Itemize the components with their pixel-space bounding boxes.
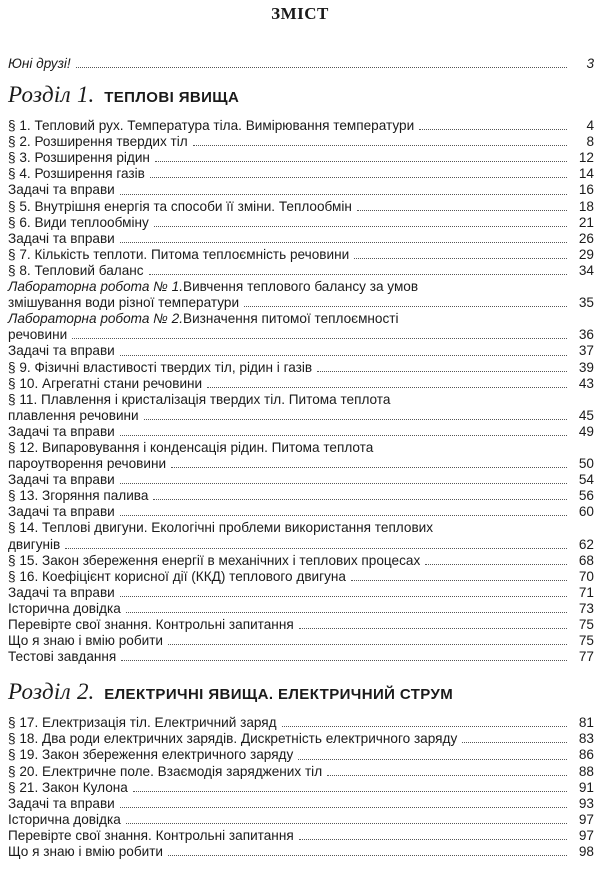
toc-entry[interactable] — [8, 376, 594, 392]
toc-entry-line — [8, 134, 594, 150]
toc-page-number: 12 — [578, 150, 594, 166]
toc-entry-text: § 4. Розширення газів — [8, 166, 145, 182]
toc-page-number: 86 — [578, 747, 594, 763]
toc-entry-line2 — [8, 295, 594, 311]
dot-leader — [282, 726, 567, 727]
toc-entry-line — [8, 601, 594, 617]
toc-entry[interactable] — [8, 150, 594, 166]
toc-entry-line — [8, 182, 594, 198]
toc-entry-text: § 17. Електризація тіл. Електричний заряд — [8, 715, 277, 731]
toc-entry-text: Що я знаю і вмію робити — [8, 844, 164, 860]
toc-entry[interactable] — [8, 360, 594, 376]
section-word: Розділ — [8, 679, 71, 705]
toc-page-number: 21 — [578, 214, 594, 230]
toc-entry[interactable] — [8, 440, 594, 472]
toc-entry-line1 — [8, 279, 594, 295]
dot-leader — [419, 129, 567, 130]
dot-leader — [120, 242, 567, 243]
dot-leader — [133, 791, 567, 792]
toc-entry[interactable] — [8, 424, 594, 440]
toc-entry[interactable] — [8, 311, 594, 343]
toc-entry-text: Що я знаю і вмію робити — [8, 633, 164, 649]
toc-entry-text: Задачі та вправи — [8, 504, 115, 520]
section-word: Розділ — [8, 82, 71, 108]
toc-entry[interactable] — [8, 182, 594, 198]
toc-page-number: 36 — [578, 327, 594, 343]
lab-label: Лабораторна робота № 1. — [8, 279, 183, 295]
toc-page-number: 3 — [586, 56, 594, 71]
toc-entry-text: § 13. Згоряння палива — [8, 488, 149, 504]
toc-page-number: 8 — [586, 134, 594, 150]
toc-entry-line — [8, 715, 594, 731]
dot-leader — [168, 855, 567, 856]
toc-entry-line — [8, 231, 594, 247]
toc-page-number: 68 — [578, 552, 594, 568]
dot-leader — [425, 564, 567, 565]
toc-entry[interactable] — [8, 343, 594, 359]
dot-leader — [126, 612, 567, 613]
section-title: ТЕПЛОВІ ЯВИЩА — [104, 89, 240, 107]
toc-entry[interactable] — [8, 504, 594, 520]
toc-entry-text: Задачі та вправи — [8, 423, 115, 439]
toc-entry-text: Історична довідка — [8, 600, 121, 616]
toc-entry-text: Вивчення теплового балансу за умов — [183, 279, 419, 295]
toc-page-number: 35 — [578, 295, 594, 311]
toc-entry[interactable] — [8, 215, 594, 231]
toc-entry-text: Задачі та вправи — [8, 182, 115, 198]
toc-page-number: 97 — [578, 811, 594, 827]
dot-leader — [298, 759, 567, 760]
toc-entry-line2 — [8, 456, 594, 472]
toc-entry-line — [8, 796, 594, 812]
toc-entry[interactable] — [8, 617, 594, 633]
toc-page-number: 70 — [578, 568, 594, 584]
dot-leader — [171, 467, 567, 468]
toc-entry[interactable] — [8, 488, 594, 504]
toc-entry-text: § 8. Тепловий баланс — [8, 262, 144, 278]
toc-entry-line1 — [8, 311, 594, 327]
toc-entry-text: § 2. Розширення твердих тіл — [8, 134, 188, 150]
toc-page-number: 75 — [578, 633, 594, 649]
toc-page-number: 39 — [578, 359, 594, 375]
toc-entry-line — [8, 828, 594, 844]
toc-entry-text: § 5. Внутрішня енергія та способи її зміни. Теплообмін — [8, 198, 352, 214]
toc-entry-line — [8, 488, 594, 504]
dot-leader — [144, 419, 567, 420]
toc-entry-text: Задачі та вправи — [8, 230, 115, 246]
toc-page-number: 93 — [578, 795, 594, 811]
toc-entry-line — [8, 166, 594, 182]
toc-entry-line — [8, 649, 594, 665]
toc-page-number: 50 — [578, 456, 594, 472]
dot-leader — [154, 226, 567, 227]
section-number: 1. — [76, 82, 95, 108]
toc-entry[interactable] — [8, 715, 594, 731]
toc-page-number: 43 — [578, 375, 594, 391]
dot-leader — [354, 258, 567, 259]
toc-entry[interactable] — [8, 134, 594, 150]
toc-entry-text: § 6. Види теплообміну — [8, 214, 149, 230]
toc-page-number: 18 — [578, 198, 594, 214]
toc-entry-line — [8, 633, 594, 649]
toc-page-number: 98 — [578, 844, 594, 860]
toc-entry-line2 — [8, 537, 594, 553]
toc-page-number: 62 — [578, 536, 594, 552]
toc-entry-text: Тестові завдання — [8, 649, 117, 665]
toc-entry-text-cont: пароутворення речовини — [8, 456, 167, 472]
toc-page-number: 49 — [578, 423, 594, 439]
dot-leader — [120, 515, 567, 516]
toc-entry-line — [8, 617, 594, 633]
toc-entry-line — [8, 263, 594, 279]
toc-entry[interactable] — [8, 199, 594, 215]
toc-entry-line — [8, 424, 594, 440]
toc-page-number: 37 — [578, 343, 594, 359]
toc-entry-text: Визначення питомої теплоємності — [183, 311, 399, 327]
section-heading-2 — [8, 679, 594, 715]
toc-entry[interactable] — [8, 279, 594, 311]
dot-leader — [120, 596, 567, 597]
dot-leader — [351, 580, 567, 581]
toc-entry[interactable] — [8, 263, 594, 279]
toc-page-number: 81 — [578, 715, 594, 731]
toc-entry[interactable] — [8, 392, 594, 424]
dot-leader — [193, 145, 567, 146]
lab-label: Лабораторна робота № 2. — [8, 311, 183, 327]
toc-entry-line1 — [8, 392, 594, 408]
toc-entry-text-cont: двигунів — [8, 536, 61, 552]
toc-entry-line — [8, 360, 594, 376]
dot-leader — [244, 306, 567, 307]
toc-entry-line — [8, 376, 594, 392]
dot-leader — [153, 499, 567, 500]
toc-entry-line — [8, 780, 594, 796]
toc-entry[interactable] — [8, 633, 594, 649]
toc-entry-text: § 11. Плавлення і кристалізація твердих тіл. Питома теплота — [8, 391, 391, 407]
toc-entry-text: § 9. Фізичні властивості твердих тіл, рідин і газів — [8, 359, 313, 375]
toc-entry-text: § 20. Електричне поле. Взаємодія заряджених тіл — [8, 763, 323, 779]
toc-entry-text: § 10. Агрегатні стани речовини — [8, 375, 203, 391]
section-number: 2. — [76, 679, 95, 705]
section-2-entries — [8, 715, 594, 860]
toc-page-number: 14 — [578, 166, 594, 182]
toc-entry-text: § 14. Теплові двигуни. Екологічні проблеми використання теплових — [8, 520, 434, 536]
toc-entry-text: § 16. Коефіцієнт корисної дії (ККД) теплового двигуна — [8, 568, 346, 584]
toc-entry[interactable] — [8, 780, 594, 796]
toc-entry-intro[interactable] — [8, 56, 594, 72]
toc-entry-text: Юні друзі! — [8, 56, 71, 71]
dot-leader — [120, 435, 567, 436]
table-of-contents — [8, 56, 594, 860]
toc-entry-line — [8, 504, 594, 520]
toc-page-number: 16 — [578, 182, 594, 198]
dot-leader — [76, 67, 567, 68]
toc-entry-text: Задачі та вправи — [8, 584, 115, 600]
dot-leader — [299, 628, 567, 629]
toc-entry[interactable] — [8, 731, 594, 747]
toc-entry[interactable] — [8, 247, 594, 263]
dot-leader — [317, 371, 567, 372]
toc-entry[interactable] — [8, 649, 594, 665]
dot-leader — [207, 387, 567, 388]
dot-leader — [120, 194, 567, 195]
toc-entry[interactable] — [8, 796, 594, 812]
toc-entry-text-cont: речовини — [8, 327, 68, 343]
toc-entry-text: § 1. Тепловий рух. Температура тіла. Вимірювання температури — [8, 118, 415, 134]
toc-entry[interactable] — [8, 231, 594, 247]
dot-leader — [120, 483, 567, 484]
toc-page-number: 77 — [578, 649, 594, 665]
toc-entry-text: Задачі та вправи — [8, 472, 115, 488]
toc-entry[interactable] — [8, 569, 594, 585]
toc-page-number: 71 — [578, 584, 594, 600]
toc-entry[interactable] — [8, 520, 594, 552]
toc-page-number: 73 — [578, 600, 594, 616]
dot-leader — [149, 274, 567, 275]
dot-leader — [327, 775, 567, 776]
toc-entry-line — [8, 343, 594, 359]
toc-entry-text-cont: плавлення речовини — [8, 407, 139, 423]
toc-page-number: 97 — [578, 827, 594, 843]
toc-entry[interactable] — [8, 747, 594, 763]
section-title: ЕЛЕКТРИЧНІ ЯВИЩА. ЕЛЕКТРИЧНИЙ СТРУМ — [104, 686, 454, 704]
toc-entry-text: Перевірте свої знання. Контрольні запитання — [8, 827, 294, 843]
toc-page-number: 34 — [578, 262, 594, 278]
toc-entry-line1 — [8, 440, 594, 456]
toc-entry[interactable] — [8, 844, 594, 860]
toc-entry-line — [8, 812, 594, 828]
toc-entry-line — [8, 585, 594, 601]
dot-leader — [126, 823, 567, 824]
toc-entry-line — [8, 764, 594, 780]
dot-leader — [120, 807, 567, 808]
toc-entry-text: Задачі та вправи — [8, 343, 115, 359]
toc-entry[interactable] — [8, 118, 594, 134]
dot-leader — [462, 742, 567, 743]
toc-entry-text: § 21. Закон Кулона — [8, 779, 128, 795]
dot-leader — [120, 355, 567, 356]
toc-entry-text: Перевірте свої знання. Контрольні запитання — [8, 617, 294, 632]
dot-leader — [357, 210, 567, 211]
dot-leader — [150, 177, 567, 178]
toc-entry-line — [8, 747, 594, 763]
toc-page-number: 26 — [578, 230, 594, 246]
toc-entry[interactable] — [8, 764, 594, 780]
toc-entry-line — [8, 150, 594, 166]
toc-entry-line — [8, 472, 594, 488]
toc-page-number: 91 — [578, 779, 594, 795]
toc-entry-line — [8, 247, 594, 263]
toc-entry-line2 — [8, 408, 594, 424]
toc-entry-line — [8, 215, 594, 231]
toc-entry[interactable] — [8, 166, 594, 182]
toc-entry-text-cont: змішування води різної температури — [8, 295, 240, 311]
page-title: ЗМІСТ — [271, 4, 329, 23]
toc-entry-line — [8, 553, 594, 569]
toc-entry[interactable] — [8, 553, 594, 569]
toc-page-number: 75 — [578, 617, 594, 632]
toc-entry-line — [8, 569, 594, 585]
toc-entry-line1 — [8, 520, 594, 536]
toc-page-number: 83 — [578, 731, 594, 747]
dot-leader — [168, 644, 567, 645]
dot-leader — [155, 161, 567, 162]
toc-entry-line — [8, 118, 594, 134]
toc-entry-line2 — [8, 327, 594, 343]
section-1-entries — [8, 118, 594, 665]
toc-entry[interactable] — [8, 812, 594, 828]
toc-entry-text: Задачі та вправи — [8, 795, 115, 811]
toc-page-number: 45 — [578, 407, 594, 423]
toc-page-number: 88 — [578, 763, 594, 779]
toc-entry-line — [8, 844, 594, 860]
toc-entry-text: § 3. Розширення рідин — [8, 150, 150, 166]
toc-entry-line — [8, 199, 594, 215]
section-heading-1 — [8, 82, 594, 118]
toc-page-number: 60 — [578, 504, 594, 520]
dot-leader — [121, 660, 567, 661]
toc-entry-text: § 7. Кількість теплоти. Питома теплоємність речовини — [8, 246, 350, 262]
toc-entry-text: § 18. Два роди електричних зарядів. Дискретність електричного заряду — [8, 731, 458, 747]
toc-entry[interactable] — [8, 472, 594, 488]
toc-entry-text: § 19. Закон збереження електричного заряду — [8, 747, 294, 763]
dot-leader — [65, 548, 567, 549]
toc-entry-text: § 15. Закон збереження енергії в механічних і теплових процесах — [8, 552, 421, 568]
toc-page-number: 54 — [578, 472, 594, 488]
toc-page-number: 56 — [578, 488, 594, 504]
toc-entry[interactable] — [8, 828, 594, 844]
dot-leader — [72, 338, 567, 339]
toc-entry-line — [8, 731, 594, 747]
toc-page-number: 4 — [586, 118, 594, 134]
toc-entry-text: § 12. Випаровування і конденсація рідин. Питома теплота — [8, 439, 374, 455]
toc-page-number: 29 — [578, 246, 594, 262]
toc-entry[interactable] — [8, 585, 594, 601]
dot-leader — [299, 839, 567, 840]
toc-entry[interactable] — [8, 601, 594, 617]
toc-entry-text: Історична довідка — [8, 811, 121, 827]
